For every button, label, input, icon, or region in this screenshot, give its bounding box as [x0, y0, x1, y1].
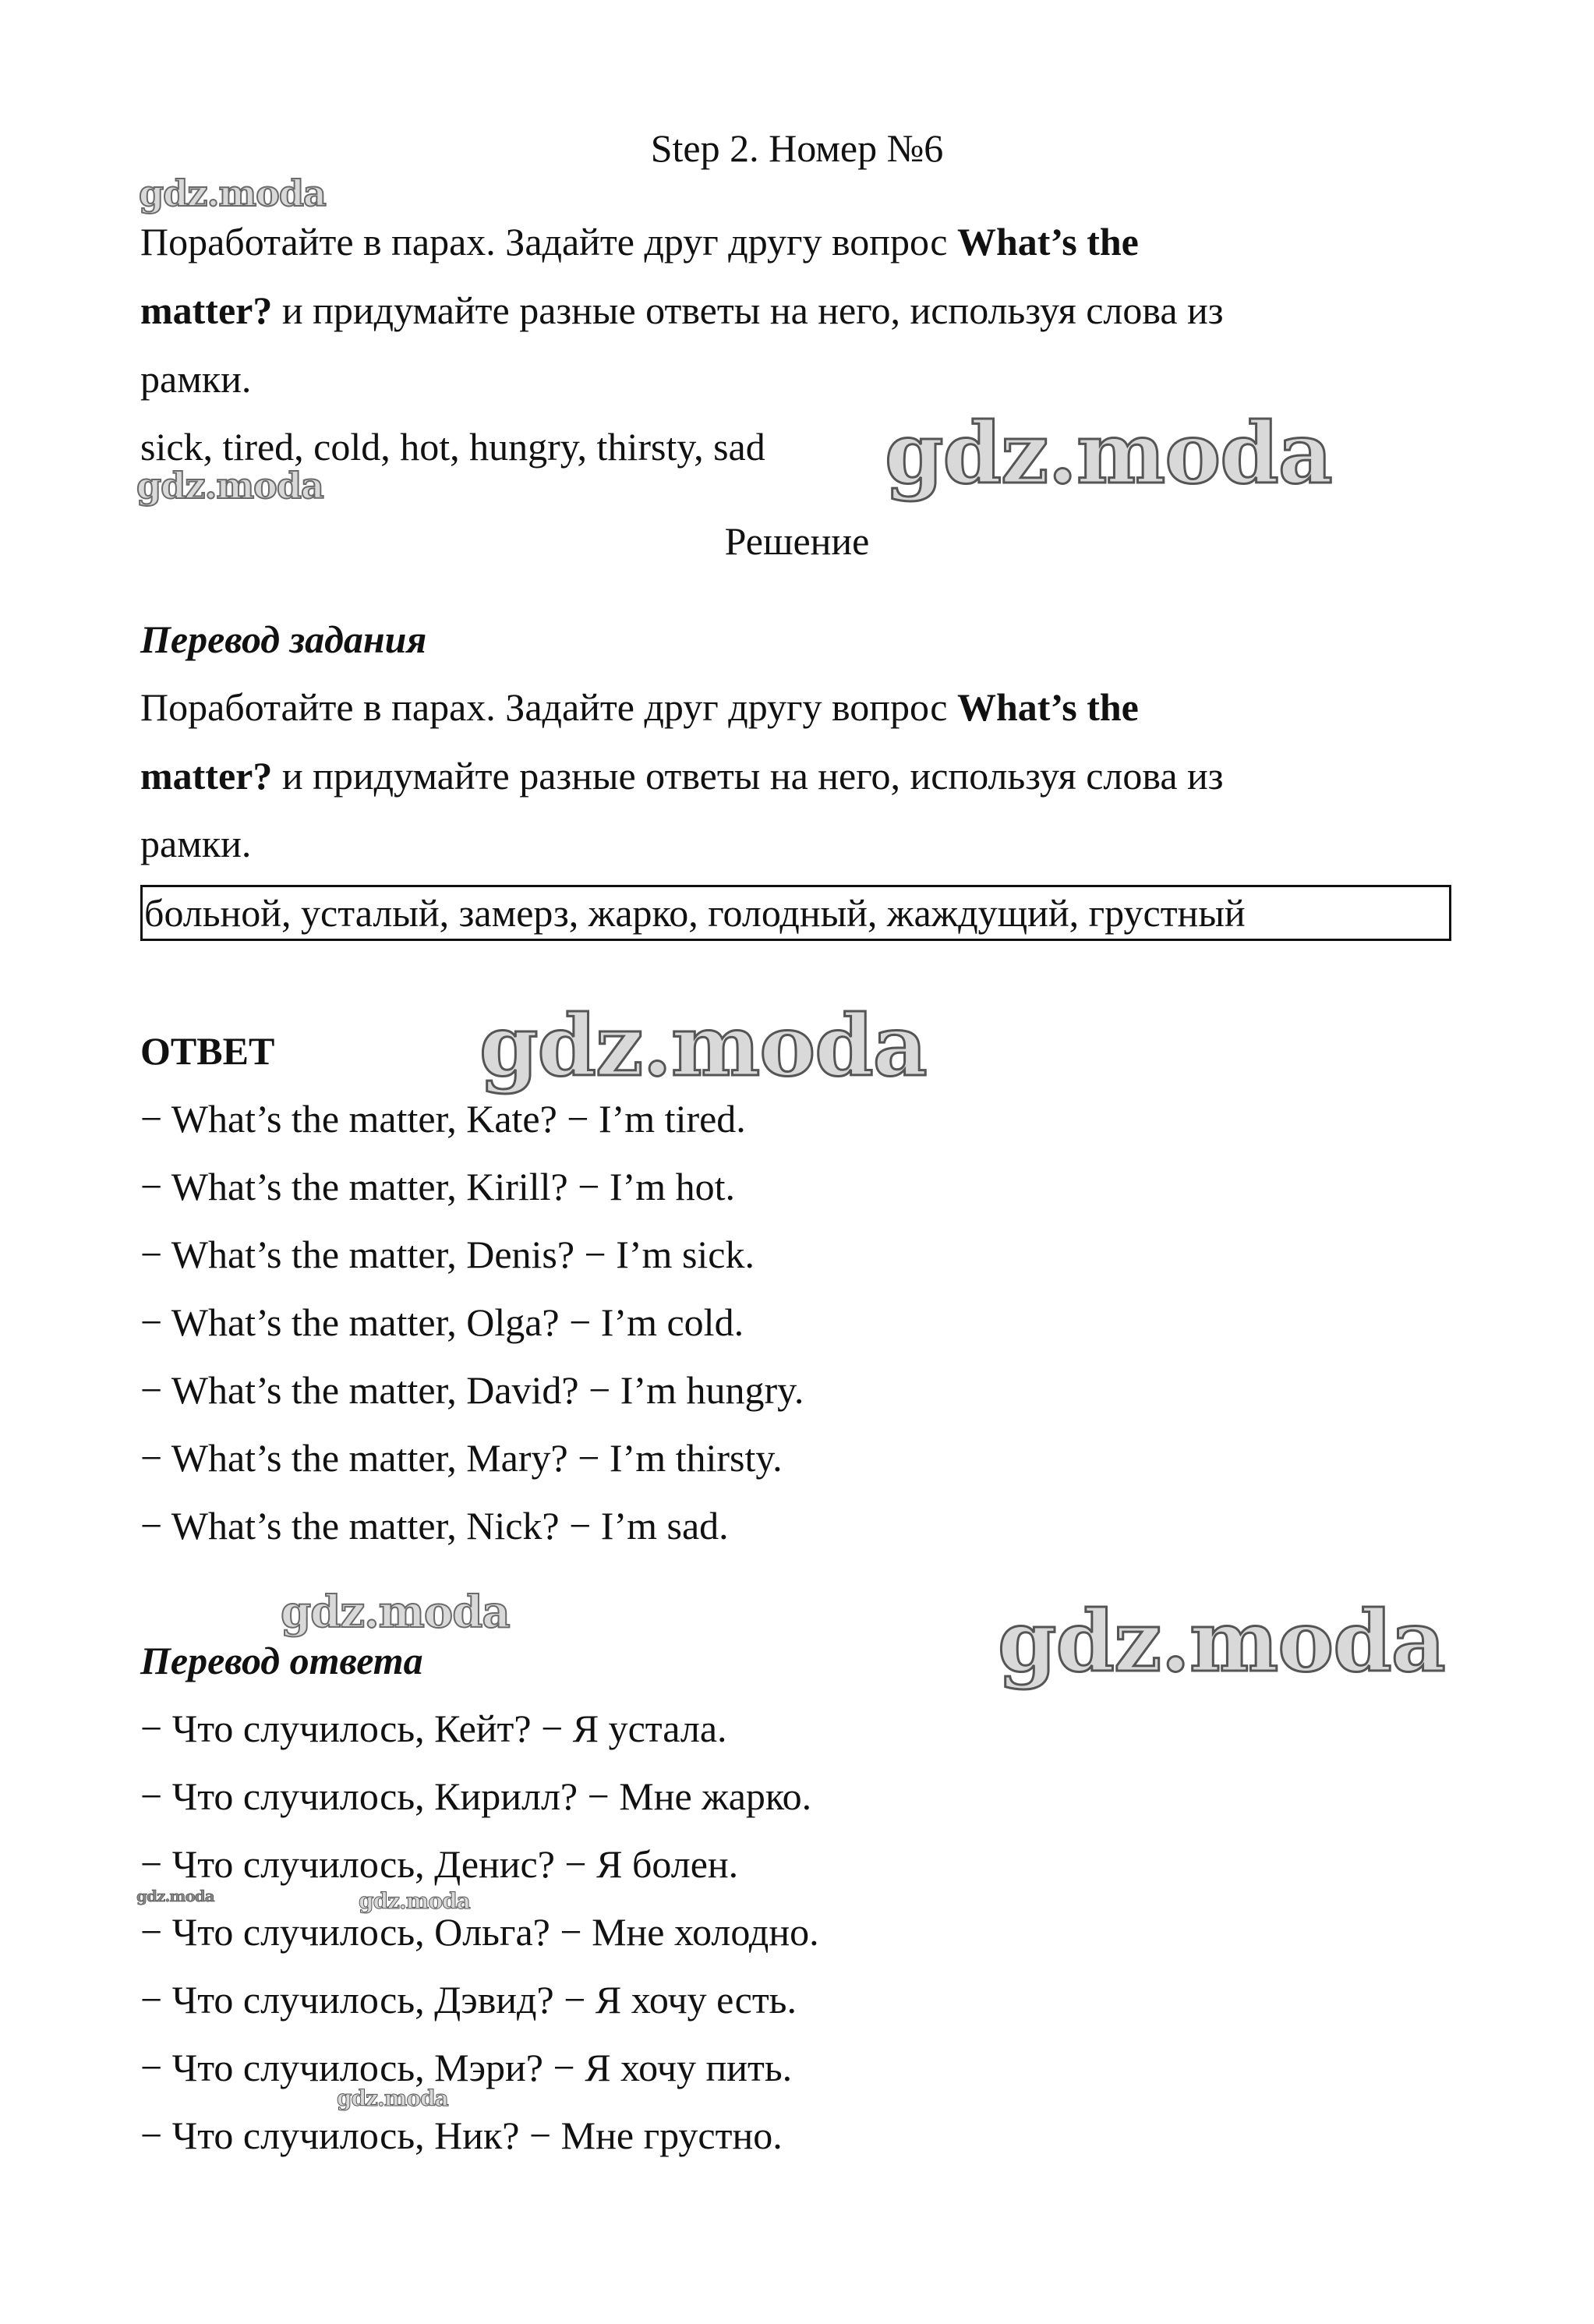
answer-heading: ОТВЕТ — [140, 1029, 275, 1073]
watermark-logo: gdz.moda — [139, 172, 326, 214]
task-words: sick, tired, cold, hot, hungry, thirsty, sad — [140, 425, 765, 469]
translation-answer-line: − Что случилось, Ольга? − Мне холодно. — [140, 1910, 819, 1954]
solution-label: Решение — [724, 519, 870, 563]
watermark-logo: gdz.moda — [359, 1888, 470, 1914]
translation-task-bold-question: What’s the — [957, 685, 1139, 729]
translation-task-heading: Перевод задания — [140, 617, 427, 661]
translation-answer-line: − Что случилось, Кирилл? − Мне жарко. — [140, 1774, 812, 1818]
translation-answer-line: − Что случилось, Кейт? − Я устала. — [140, 1707, 727, 1750]
answer-line: − What’s the matter, Denis? − I’m sick. — [140, 1233, 755, 1276]
watermark-logo: gdz.moda — [998, 1593, 1445, 1691]
translation-answer-line: − Что случилось, Денис? − Я болен. — [140, 1842, 739, 1886]
answer-line: − What’s the matter, Kate? − I’m tired. — [140, 1097, 746, 1141]
task-line-2 — [140, 287, 1224, 334]
task-text: Поработайте в парах. Задайте друг другу вопрос — [140, 220, 957, 264]
answer-line: − What’s the matter, Kirill? − I’m hot. — [140, 1165, 736, 1208]
translation-answer-line: − Что случилось, Дэвид? − Я хочу есть. — [140, 1978, 797, 2022]
translation-answer-heading: Перевод ответа — [140, 1639, 423, 1682]
boxed-word-list: больной, усталый, замерз, жарко, голодный, жаждущий, грустный — [140, 885, 1451, 941]
watermark-logo: gdz.moda — [136, 1887, 214, 1905]
answer-line: − What’s the matter, Mary? − I’m thirsty. — [140, 1436, 783, 1480]
watermark-logo: gdz.moda — [479, 997, 927, 1095]
translation-task-bold-question: matter? — [140, 754, 273, 798]
translation-task-text: Поработайте в парах. Задайте друг другу вопрос — [140, 685, 957, 729]
task-bold-question: matter? — [140, 288, 273, 332]
task-line-3: рамки. — [140, 357, 252, 401]
translation-task-line-2 — [140, 752, 1224, 799]
task-bold-question: What’s the — [957, 220, 1139, 264]
task-text: и придумайте разные ответы на него, используя слова из — [272, 288, 1224, 332]
watermark-logo: gdz.moda — [885, 405, 1332, 503]
answer-line: − What’s the matter, Nick? − I’m sad. — [140, 1504, 729, 1548]
watermark-logo: gdz.moda — [136, 465, 323, 507]
translation-task-text: и придумайте разные ответы на него, используя слова из — [272, 754, 1224, 798]
translation-task-line-3: рамки. — [140, 822, 252, 865]
translation-answer-line: − Что случилось, Мэри? − Я хочу пить. — [140, 2046, 793, 2089]
watermark-logo: gdz.moda — [337, 2085, 448, 2111]
answer-line: − What’s the matter, Olga? − I’m cold. — [140, 1300, 744, 1344]
watermark-logo: gdz.moda — [281, 1586, 510, 1638]
answer-line: − What’s the matter, David? − I’m hungry. — [140, 1368, 804, 1412]
translation-task-line-1 — [140, 684, 1139, 730]
translation-answer-line: − Что случилось, Ник? − Мне грустно. — [140, 2114, 783, 2157]
task-line-1 — [140, 218, 1139, 265]
page-title: Step 2. Номер №6 — [650, 126, 944, 170]
